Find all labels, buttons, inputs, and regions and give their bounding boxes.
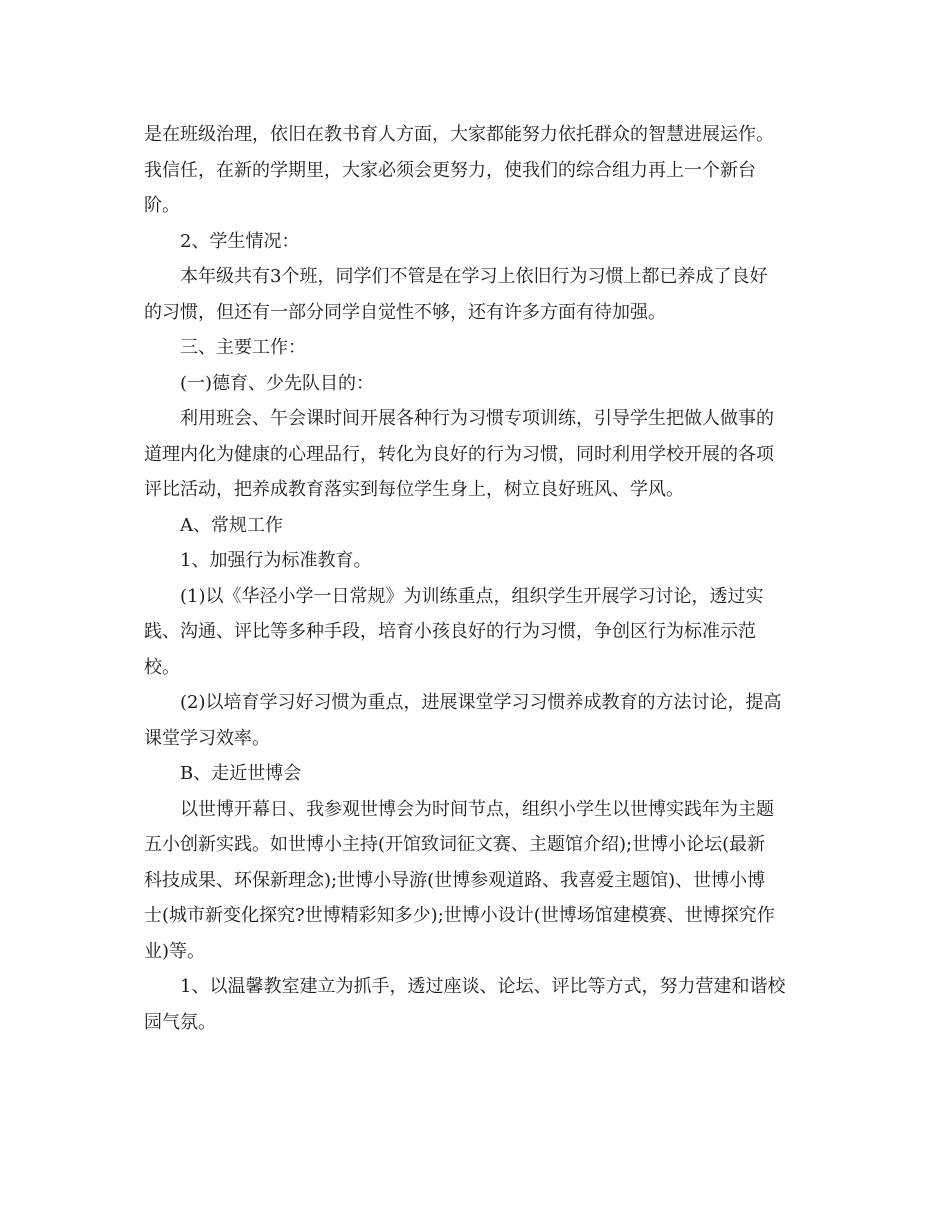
text-line-22: 科技成果、环保新理念);世博小导游(世博参观道路、我喜爱主题馆)、世博小博 [144, 869, 766, 891]
section-heading-student-status: 2、学生情况： [180, 230, 300, 252]
document-body [144, 117, 814, 1040]
text-line-21: 五小创新实践。如世博小主持(开馆致词征文赛、主题馆介绍);世博小论坛(最新 [144, 834, 766, 855]
text-line-5: 本年级共有3个班，同学们不管是在学习上依旧行为习惯上都已养成了良好 [180, 266, 768, 287]
subsection-heading-routine-work: A、常规工作 [180, 514, 283, 536]
text-line-17: (2)以培育学习好习惯为重点，进展课堂学习习惯养成教育的方法讨论，提高 [180, 692, 782, 713]
text-line-14: (1)以《华泾小学一日常规》为训练重点，组织学生开展学习讨论，透过实 [180, 585, 764, 607]
text-line-1: 是在班级治理，依旧在教书育人方面，大家都能努力依托群众的智慧进展运作。 [144, 124, 774, 145]
text-line-11: 评比活动，把养成教育落实到每位学生身上，树立良好班风、学风。 [144, 479, 684, 500]
text-line-18: 课堂学习效率。 [144, 727, 270, 749]
text-line-20: 以世博开幕日、我参观世博会为时间节点，组织小学生以世博实践年为主题 [180, 798, 774, 820]
text-line-25: 1、以温馨教室建立为抓手，透过座谈、论坛、评比等方式，努力营建和谐校 [180, 976, 786, 997]
text-line-10: 道理内化为健康的心理品行，转化为良好的行为习惯，同时利用学校开展的各项 [144, 443, 774, 465]
text-line-9: 利用班会、午会课时间开展各种行为习惯专项训练，引导学生把做人做事的 [180, 408, 774, 429]
text-line-3: 阶。 [144, 195, 180, 216]
text-line-24: 业)等。 [144, 940, 206, 962]
text-line-26: 园气氛。 [144, 1011, 216, 1033]
text-line-2: 我信任，在新的学期里，大家必须会更努力，使我们的综合组力再上一个新台 [144, 159, 756, 181]
text-line-16: 校。 [144, 656, 180, 678]
text-line-23: 士(城市新变化探究?世博精彩知多少);世博小设计(世博场馆建模赛、世博探究作 [144, 905, 775, 926]
section-heading-main-work: 三、主要工作： [180, 337, 306, 358]
subsection-heading-moral-education: (一)德育、少先队目的： [180, 372, 375, 394]
text-line-15: 践、沟通、评比等多种手段，培育小孩良好的行为习惯，争创区行为标准示范 [144, 621, 756, 642]
item-heading-behavior-standards: 1、加强行为标准教育。 [180, 550, 372, 571]
subsection-heading-expo: B、走近世博会 [180, 763, 302, 784]
text-line-6: 的习惯，但还有一部分同学自觉性不够，还有许多方面有待加强。 [144, 301, 666, 323]
